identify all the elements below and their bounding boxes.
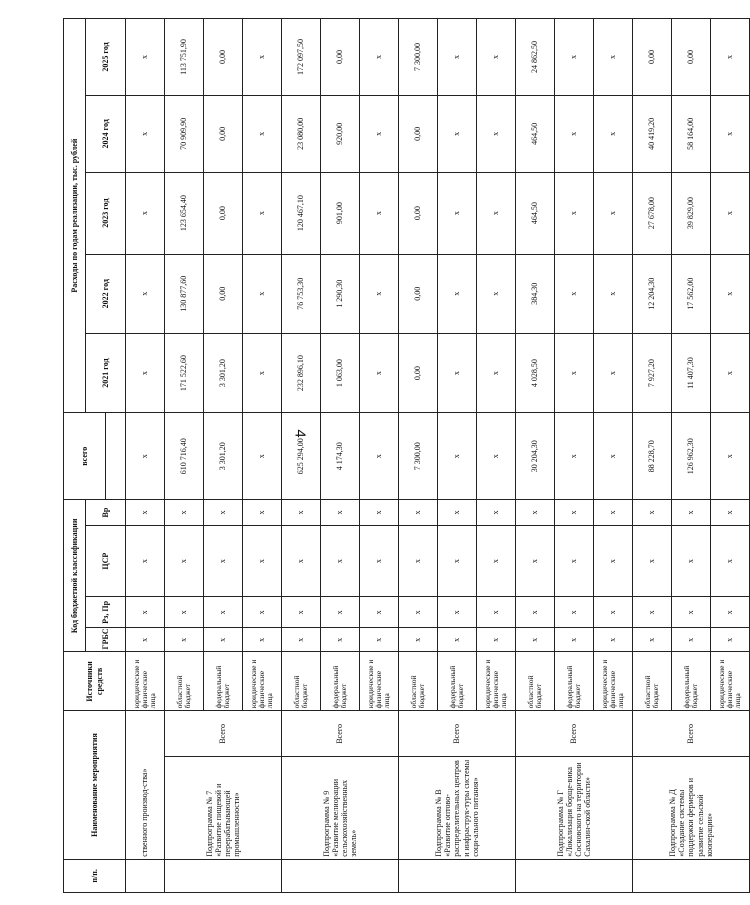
total-label: Всего — [516, 711, 633, 757]
subprogram-name: Подпрограмма № В «Развитие оптово-распределительных центров и инфраструк-туры системы соци-ального питания» — [399, 757, 516, 859]
total-cell: 30 204,30 — [516, 413, 555, 500]
row-number-cell — [516, 859, 633, 892]
source-cell: юридические и физические лица — [126, 652, 165, 711]
code-cell: х — [399, 628, 438, 652]
year-cell: х — [555, 19, 594, 96]
total-cell: х — [594, 413, 633, 500]
code-cell: х — [516, 525, 555, 597]
year-cell: 123 654,40 — [165, 172, 204, 254]
subprogram-name: Подпрограмма № 7 «Развитие пищевой и перерабатывающей промышленности» — [165, 757, 282, 859]
total-cell: х — [126, 413, 165, 500]
year-cell: х — [555, 172, 594, 254]
code-cell: х — [126, 597, 165, 628]
year-cell: 24 862,50 — [516, 19, 555, 96]
row-number-cell — [165, 859, 282, 892]
header-vr: Вр — [86, 500, 126, 526]
code-cell: х — [282, 525, 321, 597]
year-cell: 172 097,50 — [282, 19, 321, 96]
total-cell: 4 174,30 — [321, 413, 360, 500]
source-cell: юридические и физические лица — [711, 652, 750, 711]
year-cell: х — [360, 19, 399, 96]
year-cell: 0,00 — [321, 19, 360, 96]
code-cell: х — [594, 500, 633, 526]
header-grbs: ГРБС — [86, 628, 126, 652]
year-cell: 901,00 — [321, 172, 360, 254]
year-cell: х — [594, 254, 633, 333]
total-cell: х — [360, 413, 399, 500]
total-cell: 126 962,30 — [672, 413, 711, 500]
year-cell: 920,00 — [321, 95, 360, 172]
code-cell: х — [204, 597, 243, 628]
header-year: 2023 год — [86, 172, 126, 254]
code-cell: х — [711, 500, 750, 526]
code-cell: х — [360, 500, 399, 526]
code-cell: х — [711, 525, 750, 597]
year-cell: х — [243, 333, 282, 412]
expenses-table — [63, 18, 750, 893]
year-cell: 7 927,20 — [633, 333, 672, 412]
code-cell: х — [321, 628, 360, 652]
table-row — [399, 19, 438, 893]
year-cell: х — [594, 172, 633, 254]
year-cell: 0,00 — [204, 172, 243, 254]
year-cell: 113 751,90 — [165, 19, 204, 96]
header-year: 2021 год — [86, 333, 126, 412]
code-cell: х — [321, 500, 360, 526]
year-cell: х — [555, 95, 594, 172]
year-cell: 3 301,20 — [204, 333, 243, 412]
code-cell: х — [555, 500, 594, 526]
code-cell: х — [165, 525, 204, 597]
header-name: Наименование мероприятия — [64, 711, 126, 859]
year-cell: х — [477, 333, 516, 412]
rotated-table-wrapper — [63, 18, 743, 893]
year-cell: 0,00 — [204, 254, 243, 333]
year-cell: 130 877,60 — [165, 254, 204, 333]
year-cell: х — [477, 95, 516, 172]
code-cell: х — [282, 500, 321, 526]
code-cell: х — [672, 628, 711, 652]
header-rzpr: Рз, Пр — [86, 597, 126, 628]
year-cell: 464,50 — [516, 95, 555, 172]
code-cell: х — [243, 597, 282, 628]
code-cell: х — [243, 500, 282, 526]
year-cell: 12 204,30 — [633, 254, 672, 333]
code-cell: х — [282, 597, 321, 628]
year-cell: 0,00 — [399, 333, 438, 412]
header-num: п/п. — [64, 859, 126, 892]
code-cell: х — [165, 500, 204, 526]
source-cell: юридические и физические лица — [360, 652, 399, 711]
code-cell: х — [399, 525, 438, 597]
year-cell: х — [126, 254, 165, 333]
code-cell: х — [360, 525, 399, 597]
total-label: Всего — [165, 711, 282, 757]
year-cell: 0,00 — [672, 19, 711, 96]
year-cell: х — [126, 95, 165, 172]
total-cell: 3 301,20 — [204, 413, 243, 500]
total-label: Всего — [633, 711, 750, 757]
code-cell: х — [711, 628, 750, 652]
header-year: 2022 год — [86, 254, 126, 333]
year-cell: 0,00 — [399, 172, 438, 254]
code-cell: х — [126, 525, 165, 597]
code-cell: х — [477, 525, 516, 597]
code-cell: х — [282, 628, 321, 652]
year-cell: 0,00 — [204, 19, 243, 96]
year-cell: 76 753,30 — [282, 254, 321, 333]
source-cell: областной бюджет — [165, 652, 204, 711]
code-cell: х — [438, 525, 477, 597]
year-cell: х — [555, 333, 594, 412]
table-row — [165, 19, 204, 893]
total-cell: 7 300,00 — [399, 413, 438, 500]
code-cell: х — [165, 628, 204, 652]
code-cell: х — [711, 597, 750, 628]
code-cell: х — [321, 597, 360, 628]
subprogram-name: Подпрограмма № Д «Создание системы поддержки фермеров и развитие сельской кооперации» — [633, 757, 750, 859]
year-cell: 23 080,00 — [282, 95, 321, 172]
year-cell: х — [711, 333, 750, 412]
total-cell: х — [555, 413, 594, 500]
code-cell: х — [399, 597, 438, 628]
year-cell: х — [243, 172, 282, 254]
header-sources: Источники средств — [64, 652, 126, 711]
code-cell: х — [633, 628, 672, 652]
code-cell: х — [633, 500, 672, 526]
code-cell: х — [633, 597, 672, 628]
code-cell: х — [555, 628, 594, 652]
year-cell: х — [126, 172, 165, 254]
code-cell: х — [516, 597, 555, 628]
total-cell: х — [438, 413, 477, 500]
year-cell: х — [711, 19, 750, 96]
year-cell: 384,30 — [516, 254, 555, 333]
year-cell: х — [126, 19, 165, 96]
code-cell: х — [555, 597, 594, 628]
year-cell: 39 829,00 — [672, 172, 711, 254]
year-cell: 232 896,10 — [282, 333, 321, 412]
source-cell: областной бюджет — [516, 652, 555, 711]
item-name: ственного производ-ства» — [126, 711, 165, 859]
year-cell: 0,00 — [399, 254, 438, 333]
code-cell: х — [243, 525, 282, 597]
year-cell: х — [438, 333, 477, 412]
row-number-cell — [633, 859, 750, 892]
year-cell: х — [477, 254, 516, 333]
year-cell: х — [594, 95, 633, 172]
source-cell: федеральный бюджет — [555, 652, 594, 711]
year-cell: 171 522,60 — [165, 333, 204, 412]
code-cell: х — [438, 628, 477, 652]
code-cell: х — [477, 500, 516, 526]
total-cell: 625 294,00 — [282, 413, 321, 500]
total-label: Всего — [282, 711, 399, 757]
year-cell: х — [594, 19, 633, 96]
total-cell: 88 228,70 — [633, 413, 672, 500]
total-cell: 610 716,40 — [165, 413, 204, 500]
table-row — [516, 19, 555, 893]
year-cell: х — [243, 95, 282, 172]
year-cell: 0,00 — [204, 95, 243, 172]
code-cell: х — [360, 628, 399, 652]
year-cell: х — [711, 95, 750, 172]
table-row — [633, 19, 672, 893]
year-cell: 27 678,00 — [633, 172, 672, 254]
year-cell: 58 164,00 — [672, 95, 711, 172]
source-cell: юридические и физические лица — [594, 652, 633, 711]
code-cell: х — [204, 525, 243, 597]
year-cell: 11 407,30 — [672, 333, 711, 412]
year-cell: 0,00 — [633, 19, 672, 96]
year-cell: х — [438, 254, 477, 333]
subprogram-name: Подпрограмма № 9 «Развитие мелиорации сельскохозяйственных земель» — [282, 757, 399, 859]
year-cell: х — [360, 95, 399, 172]
total-cell: х — [243, 413, 282, 500]
code-cell: х — [360, 597, 399, 628]
year-cell: х — [711, 172, 750, 254]
code-cell: х — [672, 597, 711, 628]
header-budget-code: Код бюджетной классификации — [64, 500, 86, 652]
code-cell: х — [477, 628, 516, 652]
row-number-cell — [399, 859, 516, 892]
year-cell: х — [126, 333, 165, 412]
year-cell: 70 909,90 — [165, 95, 204, 172]
year-cell: 40 419,20 — [633, 95, 672, 172]
header-expenses: Расходы по годам реализации, тыс. рублей — [64, 19, 86, 413]
year-cell: 464,50 — [516, 172, 555, 254]
year-cell: х — [555, 254, 594, 333]
total-cell: х — [711, 413, 750, 500]
year-cell: х — [438, 95, 477, 172]
code-cell: х — [438, 597, 477, 628]
table-row — [282, 19, 321, 893]
year-cell: х — [243, 19, 282, 96]
year-cell: х — [594, 333, 633, 412]
source-cell: федеральный бюджет — [438, 652, 477, 711]
source-cell: федеральный бюджет — [204, 652, 243, 711]
year-cell: х — [360, 254, 399, 333]
code-cell: х — [165, 597, 204, 628]
code-cell: х — [555, 525, 594, 597]
subprogram-name: Подпрограмма № Г «Локализация борще-вика Сосновского на территории Сахалин-ской области» — [516, 757, 633, 859]
total-cell: х — [477, 413, 516, 500]
table-body — [126, 19, 750, 893]
year-cell: х — [477, 19, 516, 96]
source-cell: областной бюджет — [633, 652, 672, 711]
code-cell: х — [594, 597, 633, 628]
code-cell: х — [204, 500, 243, 526]
year-cell: 1 063,00 — [321, 333, 360, 412]
code-cell: х — [594, 525, 633, 597]
header-year: 2024 год — [86, 95, 126, 172]
year-cell: х — [477, 172, 516, 254]
code-cell: х — [516, 500, 555, 526]
year-cell: х — [438, 172, 477, 254]
code-cell: х — [516, 628, 555, 652]
code-cell: х — [633, 525, 672, 597]
table-row — [126, 19, 165, 893]
code-cell: х — [126, 500, 165, 526]
source-cell: федеральный бюджет — [672, 652, 711, 711]
year-cell: х — [360, 333, 399, 412]
source-cell: областной бюджет — [399, 652, 438, 711]
code-cell: х — [594, 628, 633, 652]
page-number: 4 — [291, 429, 309, 438]
header-total: всего — [64, 413, 106, 500]
year-cell: 1 290,30 — [321, 254, 360, 333]
source-cell: юридические и физические лица — [243, 652, 282, 711]
year-cell: х — [360, 172, 399, 254]
code-cell: х — [321, 525, 360, 597]
year-cell: х — [711, 254, 750, 333]
header-csr: ЦСР — [86, 525, 126, 597]
source-cell: юридические и физические лица — [477, 652, 516, 711]
year-cell: 7 300,00 — [399, 19, 438, 96]
code-cell: х — [243, 628, 282, 652]
code-cell: х — [672, 500, 711, 526]
year-cell: 120 467,10 — [282, 172, 321, 254]
code-cell: х — [672, 525, 711, 597]
total-label: Всего — [399, 711, 516, 757]
code-cell: х — [204, 628, 243, 652]
year-cell: 17 562,00 — [672, 254, 711, 333]
year-cell: 4 028,50 — [516, 333, 555, 412]
source-cell: областной бюджет — [282, 652, 321, 711]
year-cell: х — [243, 254, 282, 333]
code-cell: х — [438, 500, 477, 526]
source-cell: федеральный бюджет — [321, 652, 360, 711]
code-cell: х — [399, 500, 438, 526]
code-cell: х — [477, 597, 516, 628]
year-cell: 0,00 — [399, 95, 438, 172]
year-cell: х — [438, 19, 477, 96]
row-number-cell — [282, 859, 399, 892]
header-year: 2025 год — [86, 19, 126, 96]
code-cell: х — [126, 628, 165, 652]
